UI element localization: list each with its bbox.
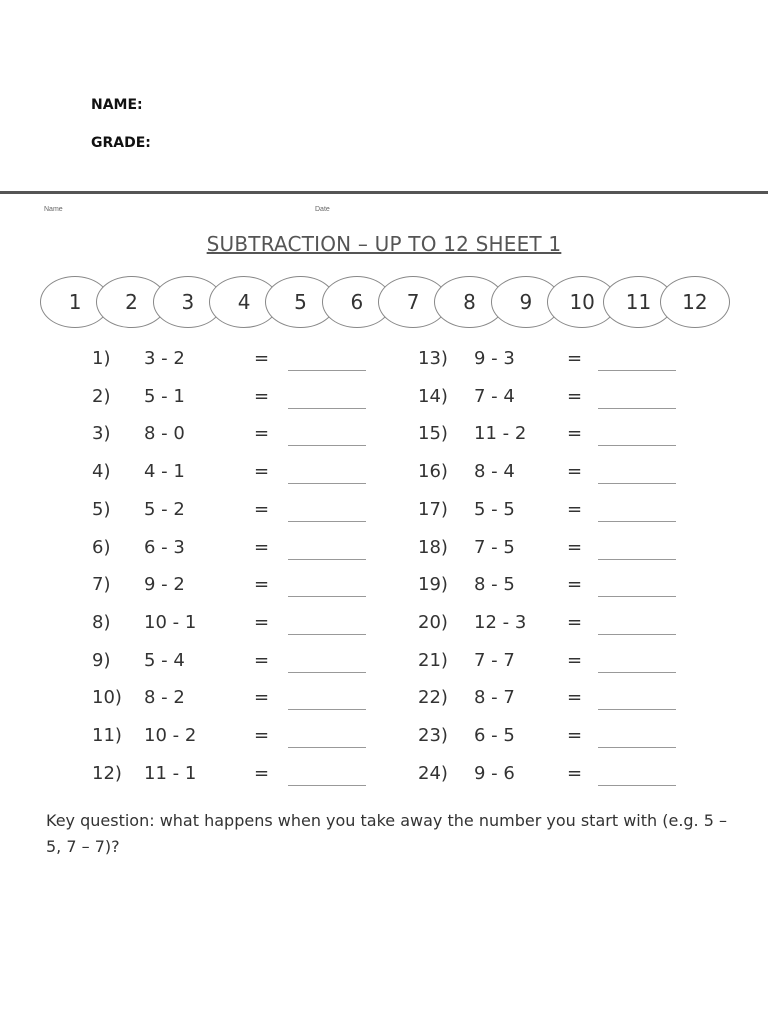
problem-number: 1) <box>92 348 111 369</box>
problem-expression: 5 - 5 <box>474 498 515 520</box>
problem-expression: 5 - 1 <box>144 385 185 407</box>
answer-blank[interactable] <box>598 483 676 484</box>
answer-blank[interactable] <box>598 672 676 673</box>
answer-blank[interactable] <box>598 709 676 710</box>
problem-number: 22) <box>418 687 448 709</box>
equals-sign: = <box>567 348 583 369</box>
problem-expression: 9 - 6 <box>474 762 515 784</box>
problem-number: 16) <box>418 461 448 483</box>
problem-expression: 11 - 2 <box>474 423 527 445</box>
equals-sign: = <box>254 423 270 445</box>
problem-expression: 9 - 2 <box>144 574 185 596</box>
equals-sign: = <box>567 725 583 746</box>
answer-blank[interactable] <box>288 559 366 560</box>
problem-number: 15) <box>418 423 448 445</box>
answer-blank[interactable] <box>288 408 366 409</box>
answer-blank[interactable] <box>598 445 676 446</box>
number-line-circle: 8 <box>434 276 504 328</box>
equals-sign: = <box>254 536 270 558</box>
problem-expression: 9 - 3 <box>474 348 515 369</box>
problem-number: 19) <box>418 574 448 596</box>
answer-blank[interactable] <box>598 596 676 597</box>
key-question: Key question: what happens when you take away the number you start with (e.g. 5 – 5, 7 – 7)? <box>46 811 727 856</box>
problem-expression: 8 - 0 <box>144 423 185 445</box>
answer-blank[interactable] <box>288 709 366 710</box>
problem-number: 12) <box>92 762 122 784</box>
answer-blank[interactable] <box>598 521 676 522</box>
answer-blank[interactable] <box>288 596 366 597</box>
number-line-circle: 5 <box>265 276 335 328</box>
problem-number: 5) <box>92 498 111 520</box>
problem-number: 11) <box>92 725 122 746</box>
problem-number: 2) <box>92 385 111 407</box>
problem-number: 13) <box>418 348 448 369</box>
answer-blank[interactable] <box>288 672 366 673</box>
problem-number: 18) <box>418 536 448 558</box>
problem-number: 21) <box>418 649 448 671</box>
problem-expression: 11 - 1 <box>144 762 197 784</box>
answer-blank[interactable] <box>288 370 366 371</box>
answer-blank[interactable] <box>288 634 366 635</box>
problem-number: 4) <box>92 461 111 483</box>
equals-sign: = <box>567 574 583 596</box>
number-line-circle: 11 <box>603 276 673 328</box>
equals-sign: = <box>254 762 270 784</box>
equals-sign: = <box>567 461 583 483</box>
equals-sign: = <box>567 611 583 633</box>
equals-sign: = <box>254 649 270 671</box>
problem-expression: 6 - 3 <box>144 536 185 558</box>
answer-blank[interactable] <box>598 785 676 786</box>
equals-sign: = <box>254 574 270 596</box>
number-line-circle: 3 <box>153 276 223 328</box>
number-line-circle: 4 <box>209 276 279 328</box>
answer-blank[interactable] <box>288 483 366 484</box>
equals-sign: = <box>567 687 583 709</box>
sheet-name-label: Name <box>44 206 63 213</box>
equals-sign: = <box>567 423 583 445</box>
answer-blank[interactable] <box>598 559 676 560</box>
number-line-circle: 2 <box>96 276 166 328</box>
grade-label: GRADE: <box>91 135 151 151</box>
sheet-date-label: Date <box>315 206 330 213</box>
number-line-circle: 9 <box>491 276 561 328</box>
answer-blank[interactable] <box>598 370 676 371</box>
equals-sign: = <box>567 498 583 520</box>
problem-expression: 8 - 2 <box>144 687 185 709</box>
answer-blank[interactable] <box>598 747 676 748</box>
problem-number: 6) <box>92 536 111 558</box>
number-line-circle: 10 <box>547 276 617 328</box>
equals-sign: = <box>254 687 270 709</box>
problem-expression: 10 - 1 <box>144 611 197 633</box>
equals-sign: = <box>254 385 270 407</box>
problem-expression: 7 - 7 <box>474 649 515 671</box>
problem-expression: 8 - 4 <box>474 461 515 483</box>
problem-number: 9) <box>92 649 111 671</box>
problem-number: 14) <box>418 385 448 407</box>
problem-number: 24) <box>418 762 448 784</box>
equals-sign: = <box>567 762 583 784</box>
problem-expression: 8 - 7 <box>474 687 515 709</box>
answer-blank[interactable] <box>288 445 366 446</box>
equals-sign: = <box>254 725 270 746</box>
number-line-circle: 1 <box>40 276 110 328</box>
number-line <box>44 276 720 332</box>
problem-expression: 4 - 1 <box>144 461 185 483</box>
equals-sign: = <box>567 385 583 407</box>
problem-expression: 6 - 5 <box>474 725 515 746</box>
problem-number: 3) <box>92 423 111 445</box>
name-label: NAME: <box>91 97 143 113</box>
problem-expression: 5 - 4 <box>144 649 185 671</box>
problem-number: 17) <box>418 498 448 520</box>
answer-blank[interactable] <box>288 785 366 786</box>
equals-sign: = <box>254 461 270 483</box>
problem-number: 20) <box>418 611 448 633</box>
number-line-circle: 7 <box>378 276 448 328</box>
problem-expression: 5 - 2 <box>144 498 185 520</box>
problem-expression: 3 - 2 <box>144 348 185 369</box>
horizontal-divider <box>0 191 768 194</box>
problem-number: 8) <box>92 611 111 633</box>
problem-number: 7) <box>92 574 111 596</box>
answer-blank[interactable] <box>598 408 676 409</box>
equals-sign: = <box>567 649 583 671</box>
equals-sign: = <box>567 536 583 558</box>
answer-blank[interactable] <box>288 521 366 522</box>
number-line-circle: 12 <box>660 276 730 328</box>
problem-expression: 10 - 2 <box>144 725 197 746</box>
problem-expression: 12 - 3 <box>474 611 527 633</box>
problem-number: 23) <box>418 725 448 746</box>
number-line-circle: 6 <box>322 276 392 328</box>
problem-expression: 8 - 5 <box>474 574 515 596</box>
answer-blank[interactable] <box>288 747 366 748</box>
problem-number: 10) <box>92 687 122 709</box>
equals-sign: = <box>254 348 270 369</box>
sheet-title: SUBTRACTION – UP TO 12 SHEET 1 <box>206 232 562 256</box>
equals-sign: = <box>254 611 270 633</box>
problem-expression: 7 - 5 <box>474 536 515 558</box>
problem-expression: 7 - 4 <box>474 385 515 407</box>
equals-sign: = <box>254 498 270 520</box>
answer-blank[interactable] <box>598 634 676 635</box>
